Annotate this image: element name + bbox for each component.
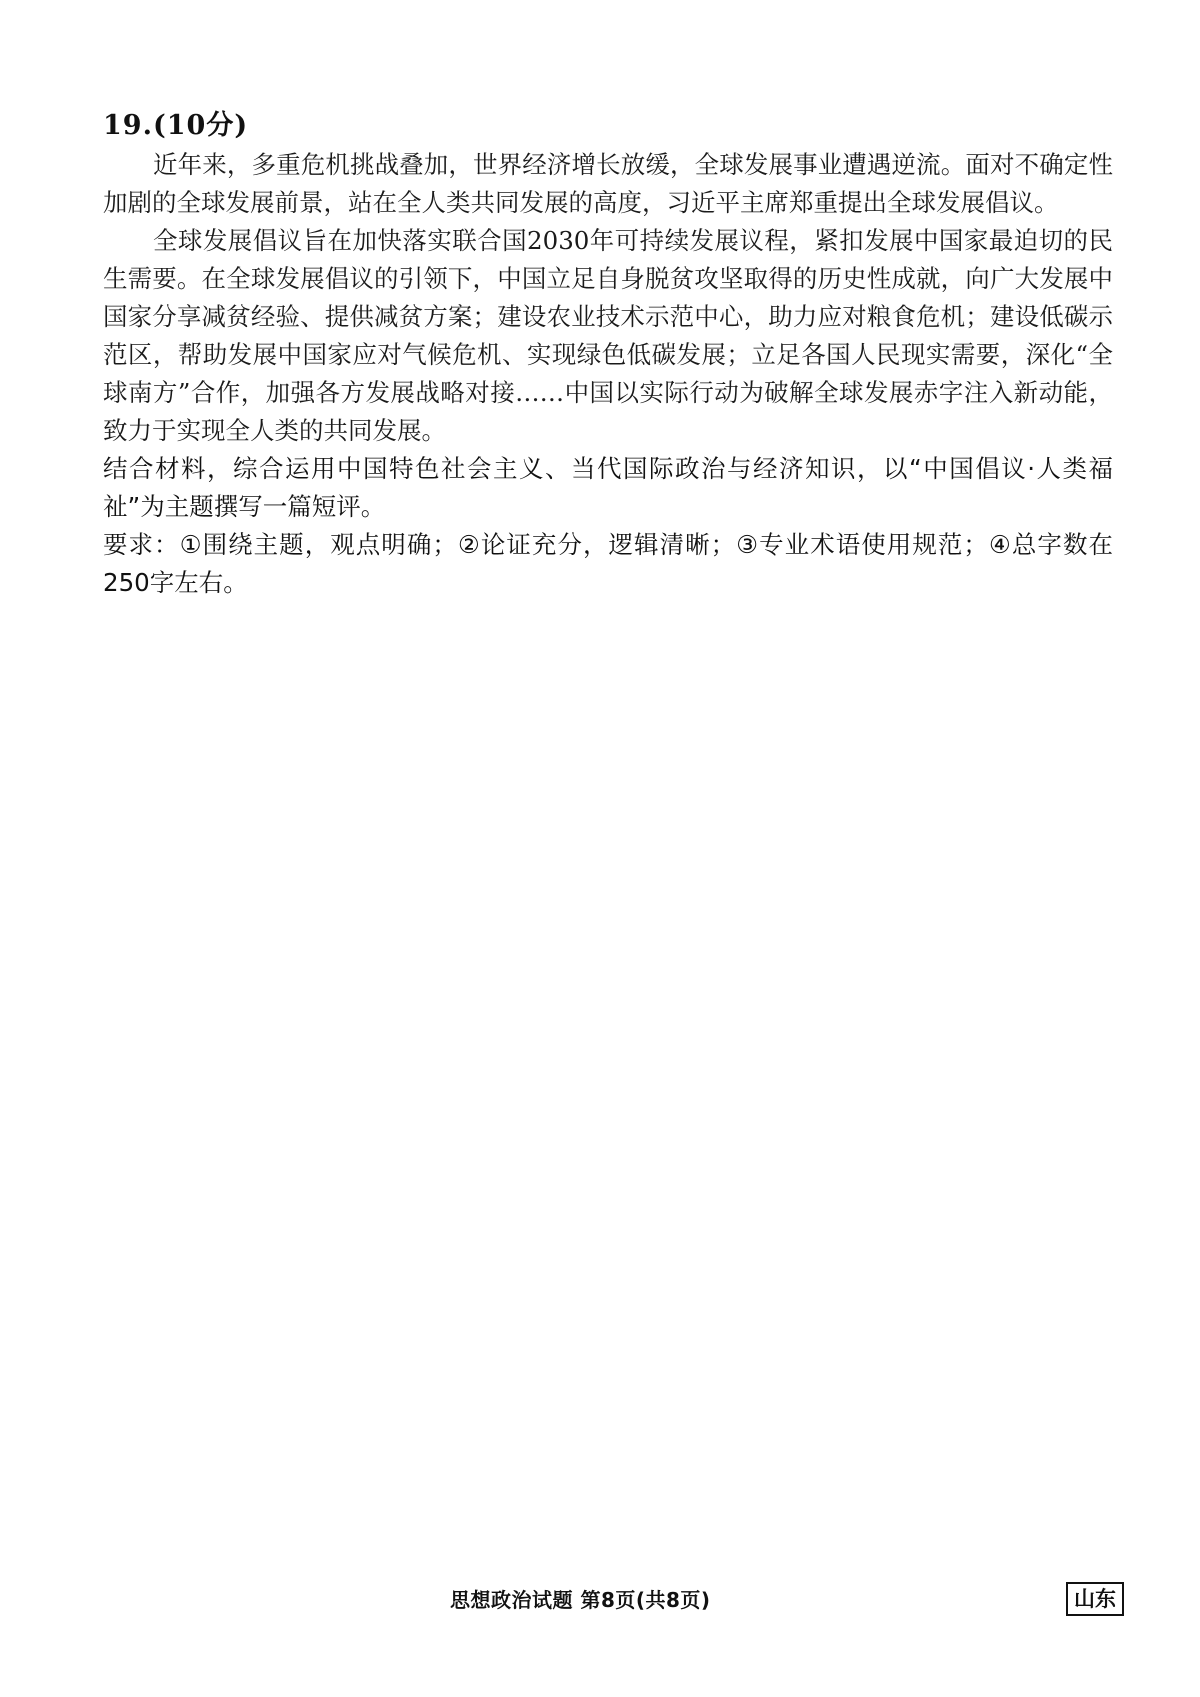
task-requirements: 要求：①围绕主题，观点明确；②论证充分，逻辑清晰；③专业术语使用规范；④总字数在250字左右。 bbox=[103, 530, 1113, 597]
material-paragraph-2: 全球发展倡议旨在加快落实联合国2030年可持续发展议程，紧扣发展中国家最迫切的民生需要。在全球发展倡议的引领下，中国立足自身脱贫攻坚取得的历史性成就，向广大发展中国家分享减贫经验、提供减贫方案；建设农业技术示范中心，助力应对粮食危机；建设低碳示范区，帮助发展中国家应对气候危机、实现绿色低碳发展；立足各国人民现实需要，深化“全球南方”合作，加强各方发展战略对接……中国以实际行动为破解全球发展赤字注入新动能，致力于实现全人类的共同发展。 bbox=[103, 226, 1113, 445]
task-instruction: 结合材料，综合运用中国特色社会主义、当代国际政治与经济知识，以“中国倡议·人类福祉”为主题撰写一篇短评。 bbox=[103, 454, 1113, 521]
region-badge: 山东 bbox=[1066, 1582, 1124, 1616]
question-number: 19.(10分) bbox=[103, 110, 249, 141]
page-number-label: 思想政治试题 第8页(共8页) bbox=[450, 1588, 711, 1612]
page-footer bbox=[0, 1582, 1200, 1618]
material-paragraph-1: 近年来，多重危机挑战叠加，世界经济增长放缓，全球发展事业遭遇逆流。面对不确定性加剧的全球发展前景，站在全人类共同发展的高度，习近平主席郑重提出全球发展倡议。 bbox=[103, 150, 1113, 217]
question-block bbox=[103, 106, 1113, 602]
